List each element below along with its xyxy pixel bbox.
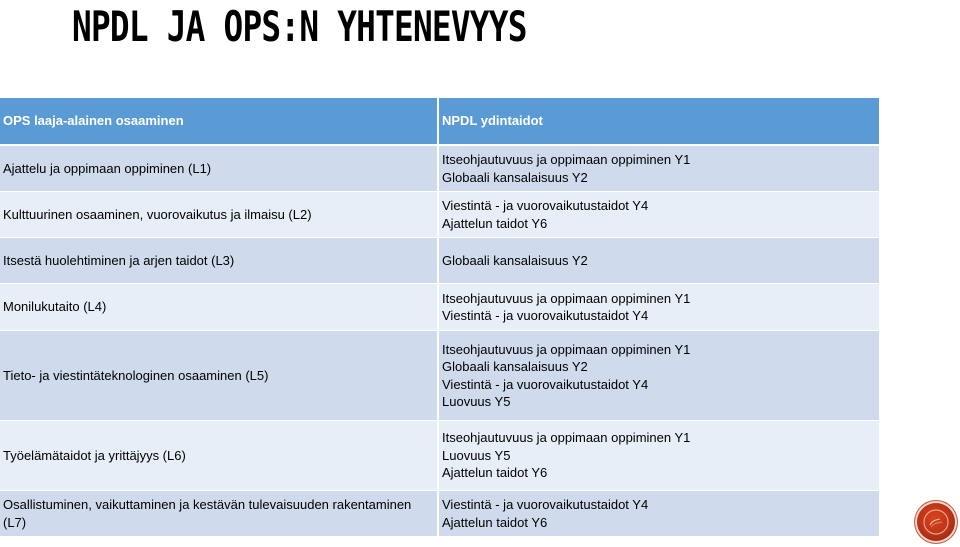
header-ops: OPS laaja-alainen osaaminen — [0, 98, 438, 145]
table-row — [0, 238, 879, 284]
npdl-cell — [438, 421, 879, 491]
npdl-item: Itseohjautuvuus ja oppimaan oppiminen Y1 — [442, 341, 691, 357]
table-row — [0, 284, 879, 331]
table-row — [0, 192, 879, 238]
npdl-item: Luovuus Y5 — [442, 394, 511, 409]
ops-cell: Tieto- ja viestintäteknologinen osaaminen (L5) — [0, 331, 438, 421]
ops-cell: Kulttuurinen osaaminen, vuorovaikutus ja ilmaisu (L2) — [0, 192, 438, 238]
npdl-item: Viestintä - ja vuorovaikutustaidot Y4 — [442, 497, 649, 512]
npdl-item: Globaali kansalaisuus Y2 — [442, 359, 588, 374]
npdl-item: Viestintä - ja vuorovaikutustaidot Y4 — [442, 198, 649, 213]
npdl-cell — [438, 145, 879, 192]
ops-cell: Itsestä huolehtiminen ja arjen taidot (L3) — [0, 238, 438, 284]
npdl-cell — [438, 284, 879, 331]
npdl-cell — [438, 491, 879, 537]
npdl-item: Itseohjautuvuus ja oppimaan oppiminen Y1 — [442, 290, 691, 306]
npdl-item: Viestintä - ja vuorovaikutustaidot Y4 — [442, 376, 649, 392]
npdl-item: Luovuus Y5 — [442, 447, 511, 463]
ops-cell: Ajattelu ja oppimaan oppiminen (L1) — [0, 145, 438, 192]
npdl-cell — [438, 238, 879, 284]
header-npdl: NPDL ydintaidot — [438, 98, 879, 145]
circular-nav-button[interactable] — [917, 503, 955, 541]
npdl-item: Ajattelun taidot Y6 — [442, 514, 548, 530]
table-row — [0, 331, 879, 421]
npdl-item: Ajattelun taidot Y6 — [442, 215, 548, 231]
npdl-item: Itseohjautuvuus ja oppimaan oppiminen Y1 — [442, 430, 691, 446]
npdl-item: Viestintä - ja vuorovaikutustaidot Y4 — [442, 308, 649, 323]
npdl-item: Globaali kansalaisuus Y2 — [442, 252, 588, 268]
comparison-table-container — [0, 98, 879, 537]
table-row — [0, 491, 879, 537]
npdl-item: Itseohjautuvuus ja oppimaan oppiminen Y1 — [442, 152, 691, 167]
ops-cell: Työelämätaidot ja yrittäjyys (L6) — [0, 421, 438, 491]
comparison-table — [0, 98, 879, 537]
slide-title: NPDL JA OPS:N YHTENEVYYS — [72, 2, 527, 51]
table-header-row — [0, 98, 879, 145]
circular-nav-button-icon — [921, 507, 951, 537]
ops-cell: Osallistuminen, vaikuttaminen ja kestävän tulevaisuuden rakentaminen (L7) — [0, 491, 438, 537]
ops-cell: Monilukutaito (L4) — [0, 284, 438, 331]
table-row — [0, 145, 879, 192]
npdl-cell — [438, 192, 879, 238]
table-row — [0, 421, 879, 491]
npdl-cell — [438, 331, 879, 421]
npdl-item: Ajattelun taidot Y6 — [442, 465, 548, 481]
npdl-item: Globaali kansalaisuus Y2 — [442, 169, 588, 185]
